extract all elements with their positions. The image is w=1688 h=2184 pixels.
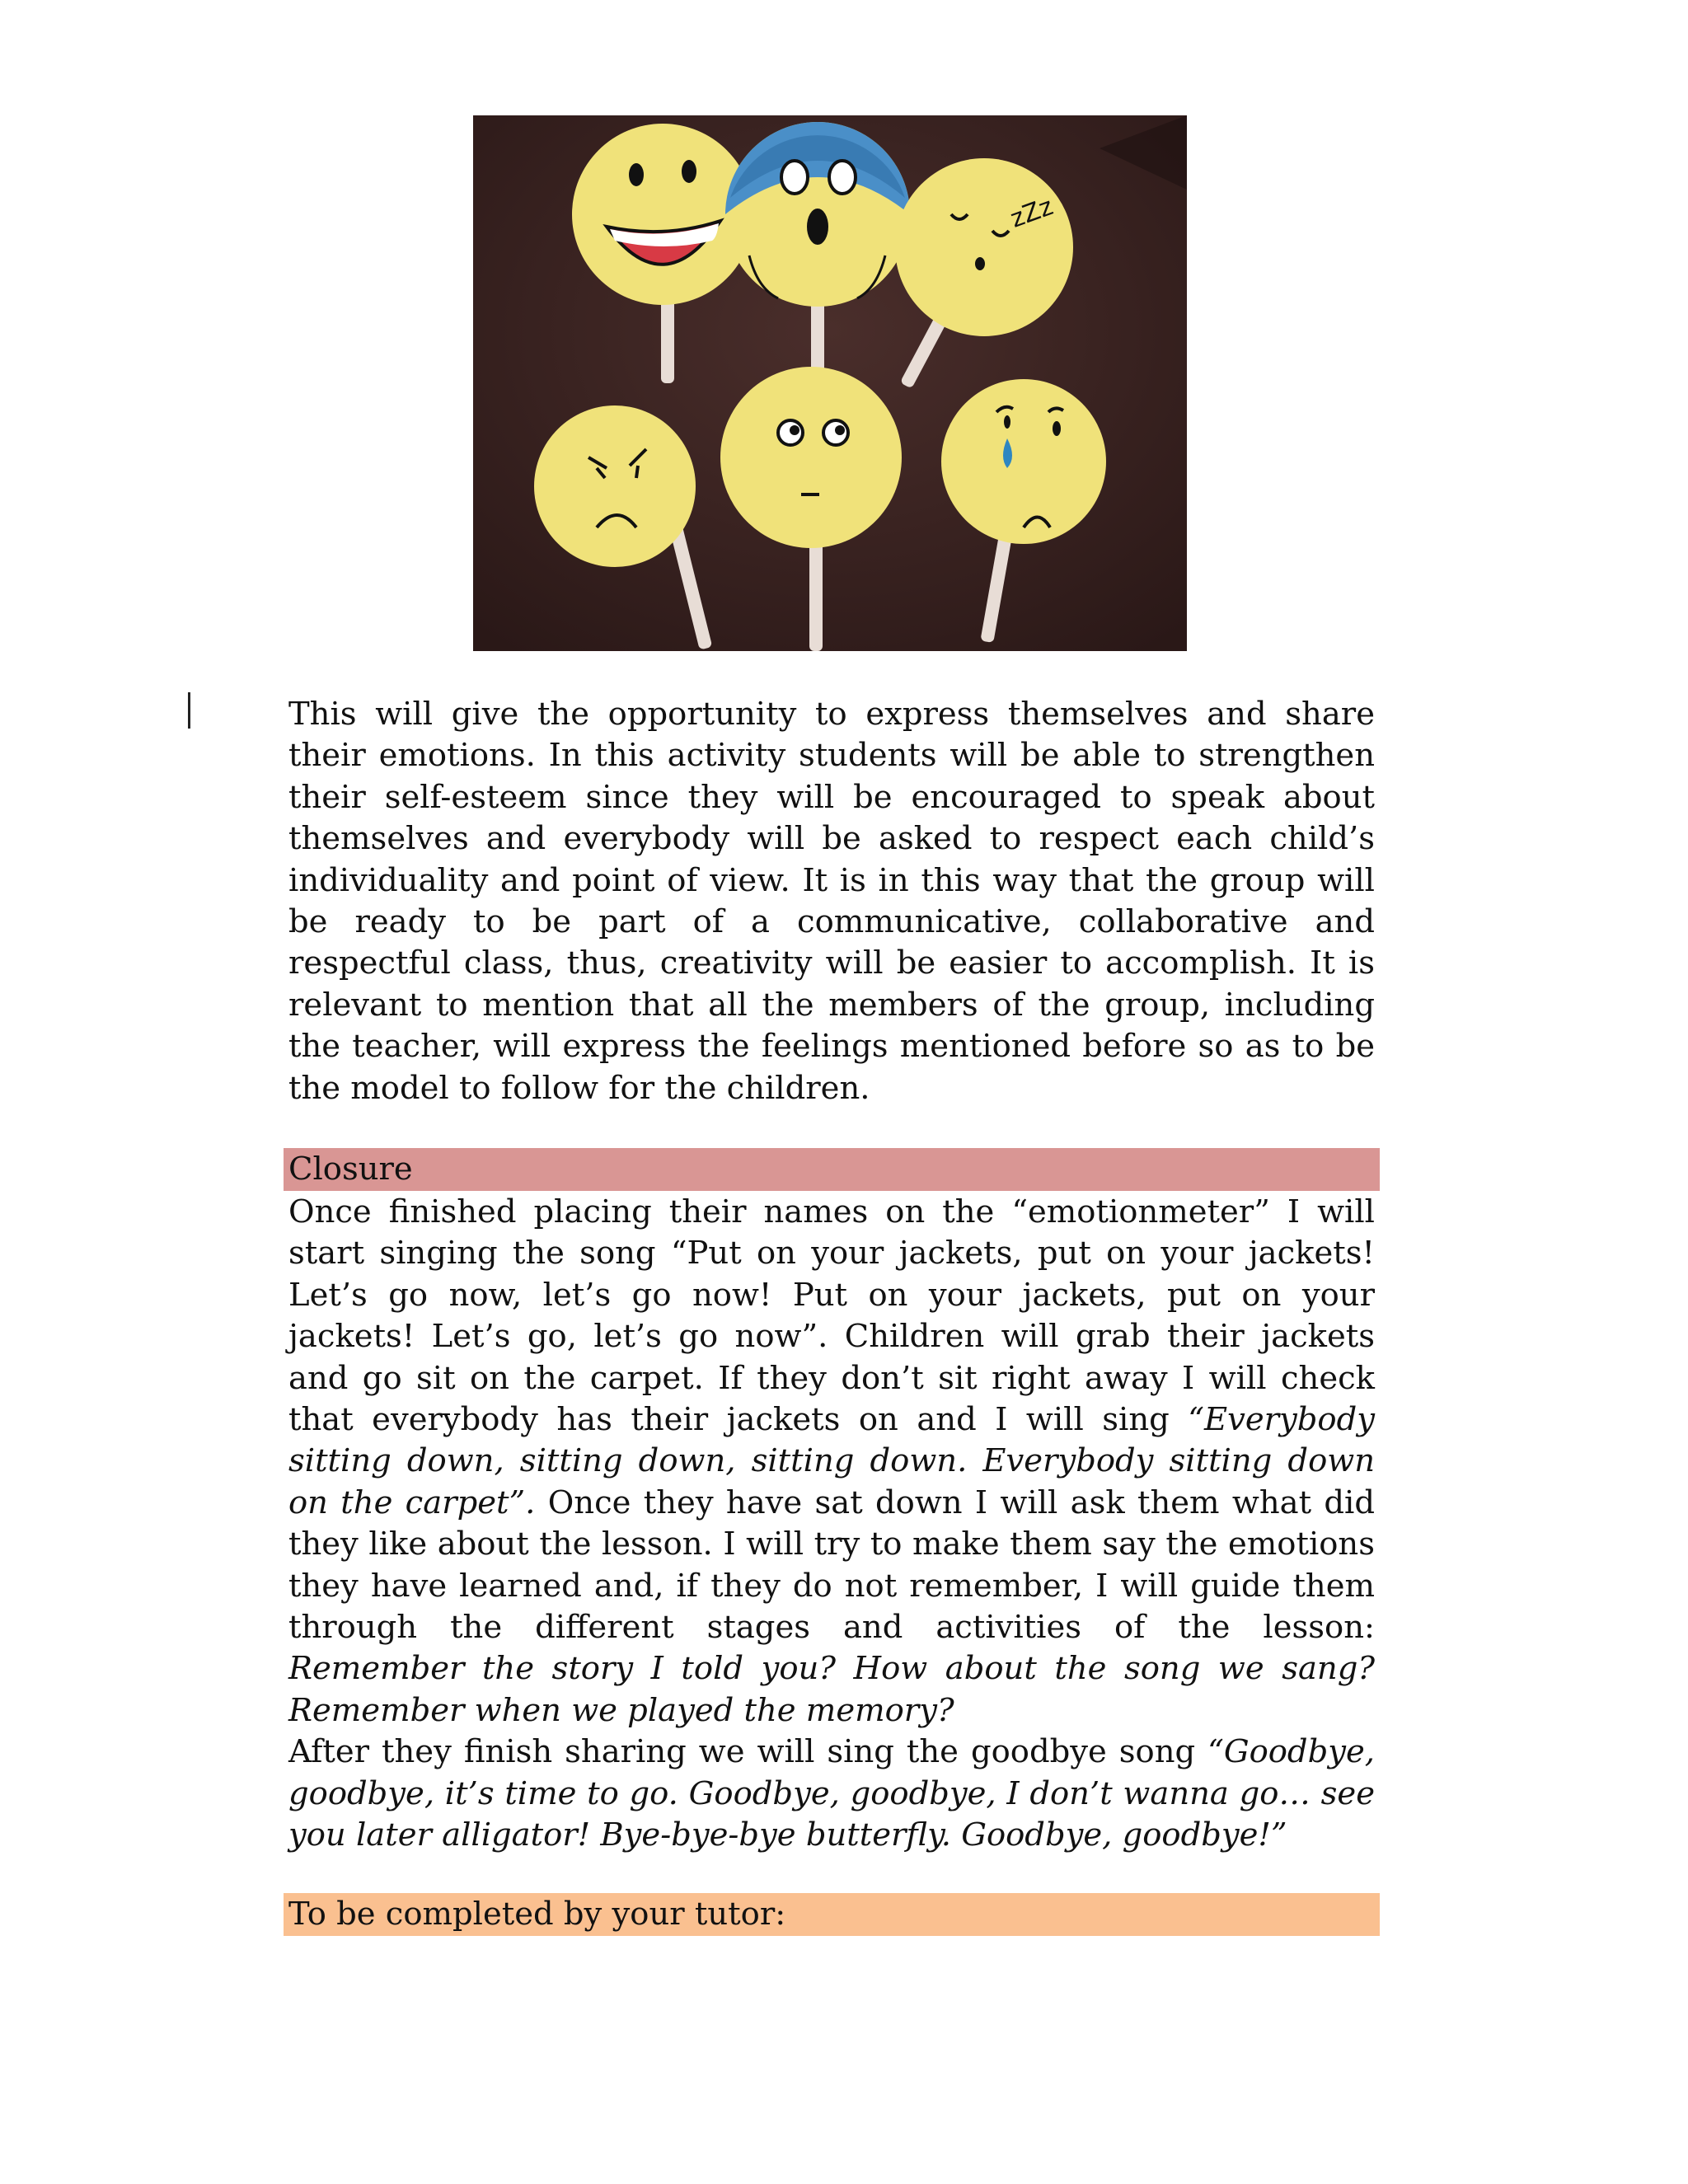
intro-paragraph (288, 694, 1375, 1109)
intro-text: This will give the opportunity to express themselves and share their emotions. In this activity students will be able to strengthen their self-esteem since they will be encouraged to speak about themselves and everybody will be asked to respect each child’s individuality and point of view. It is in this way that the group will be ready to be part of a communicative, collaborative and respectful class, thus, creativity will be easier to accomplish. It is relevant to mention that all the members of the group, including the teacher, will express the feelings mentioned before so as to be the model to follow for the children. (288, 696, 1375, 1107)
text-cursor-mark (188, 692, 190, 729)
emotion-faces-photo (473, 115, 1187, 651)
goodbye-song-lyrics: “Goodbye, goodbye, it’s time to go. Goodbye, goodbye, I don’t wanna go… see you later alligator! Bye-bye-bye butterfly. Goodbye, goodbye!” (288, 1733, 1375, 1854)
closure-body (288, 1192, 1375, 1857)
closure-paragraph-1 (288, 1192, 1375, 1732)
svg-text:zZz: zZz (1006, 192, 1057, 234)
closure-song-quote: “Everybody sitting down, sitting down, sitting down. Everybody sitting down on the carpet”. (288, 1401, 1375, 1521)
closure-heading: Closure (284, 1148, 1380, 1191)
closure-text-2: Once they have sat down I will ask them what did they like about the lesson. I will try to make them say the emotions they have learned and, if they do not remember, I will guide them through the different stages and activities of the lesson: (288, 1483, 1375, 1647)
closure-paragraph-2 (288, 1732, 1375, 1856)
tutor-heading: To be completed by your tutor: (284, 1893, 1380, 1936)
goodbye-intro: After they finish sharing we will sing the goodbye song (288, 1733, 1208, 1771)
closure-text-1: Once finished placing their names on the “emotionmeter” I will start singing the song “Put on your jackets, put on your jackets! Let’s go now, let’s go now! Put on your jackets, put on your jackets! Let’s go, let’s go now”. Children will grab their jackets and go sit on the carpet. If they don’t sit right away I will check that everybody has their jackets on and I will sing (288, 1193, 1375, 1439)
closure-questions: Remember the story I told you? How about the song we sang? Remember when we played the memory? (288, 1650, 1375, 1729)
